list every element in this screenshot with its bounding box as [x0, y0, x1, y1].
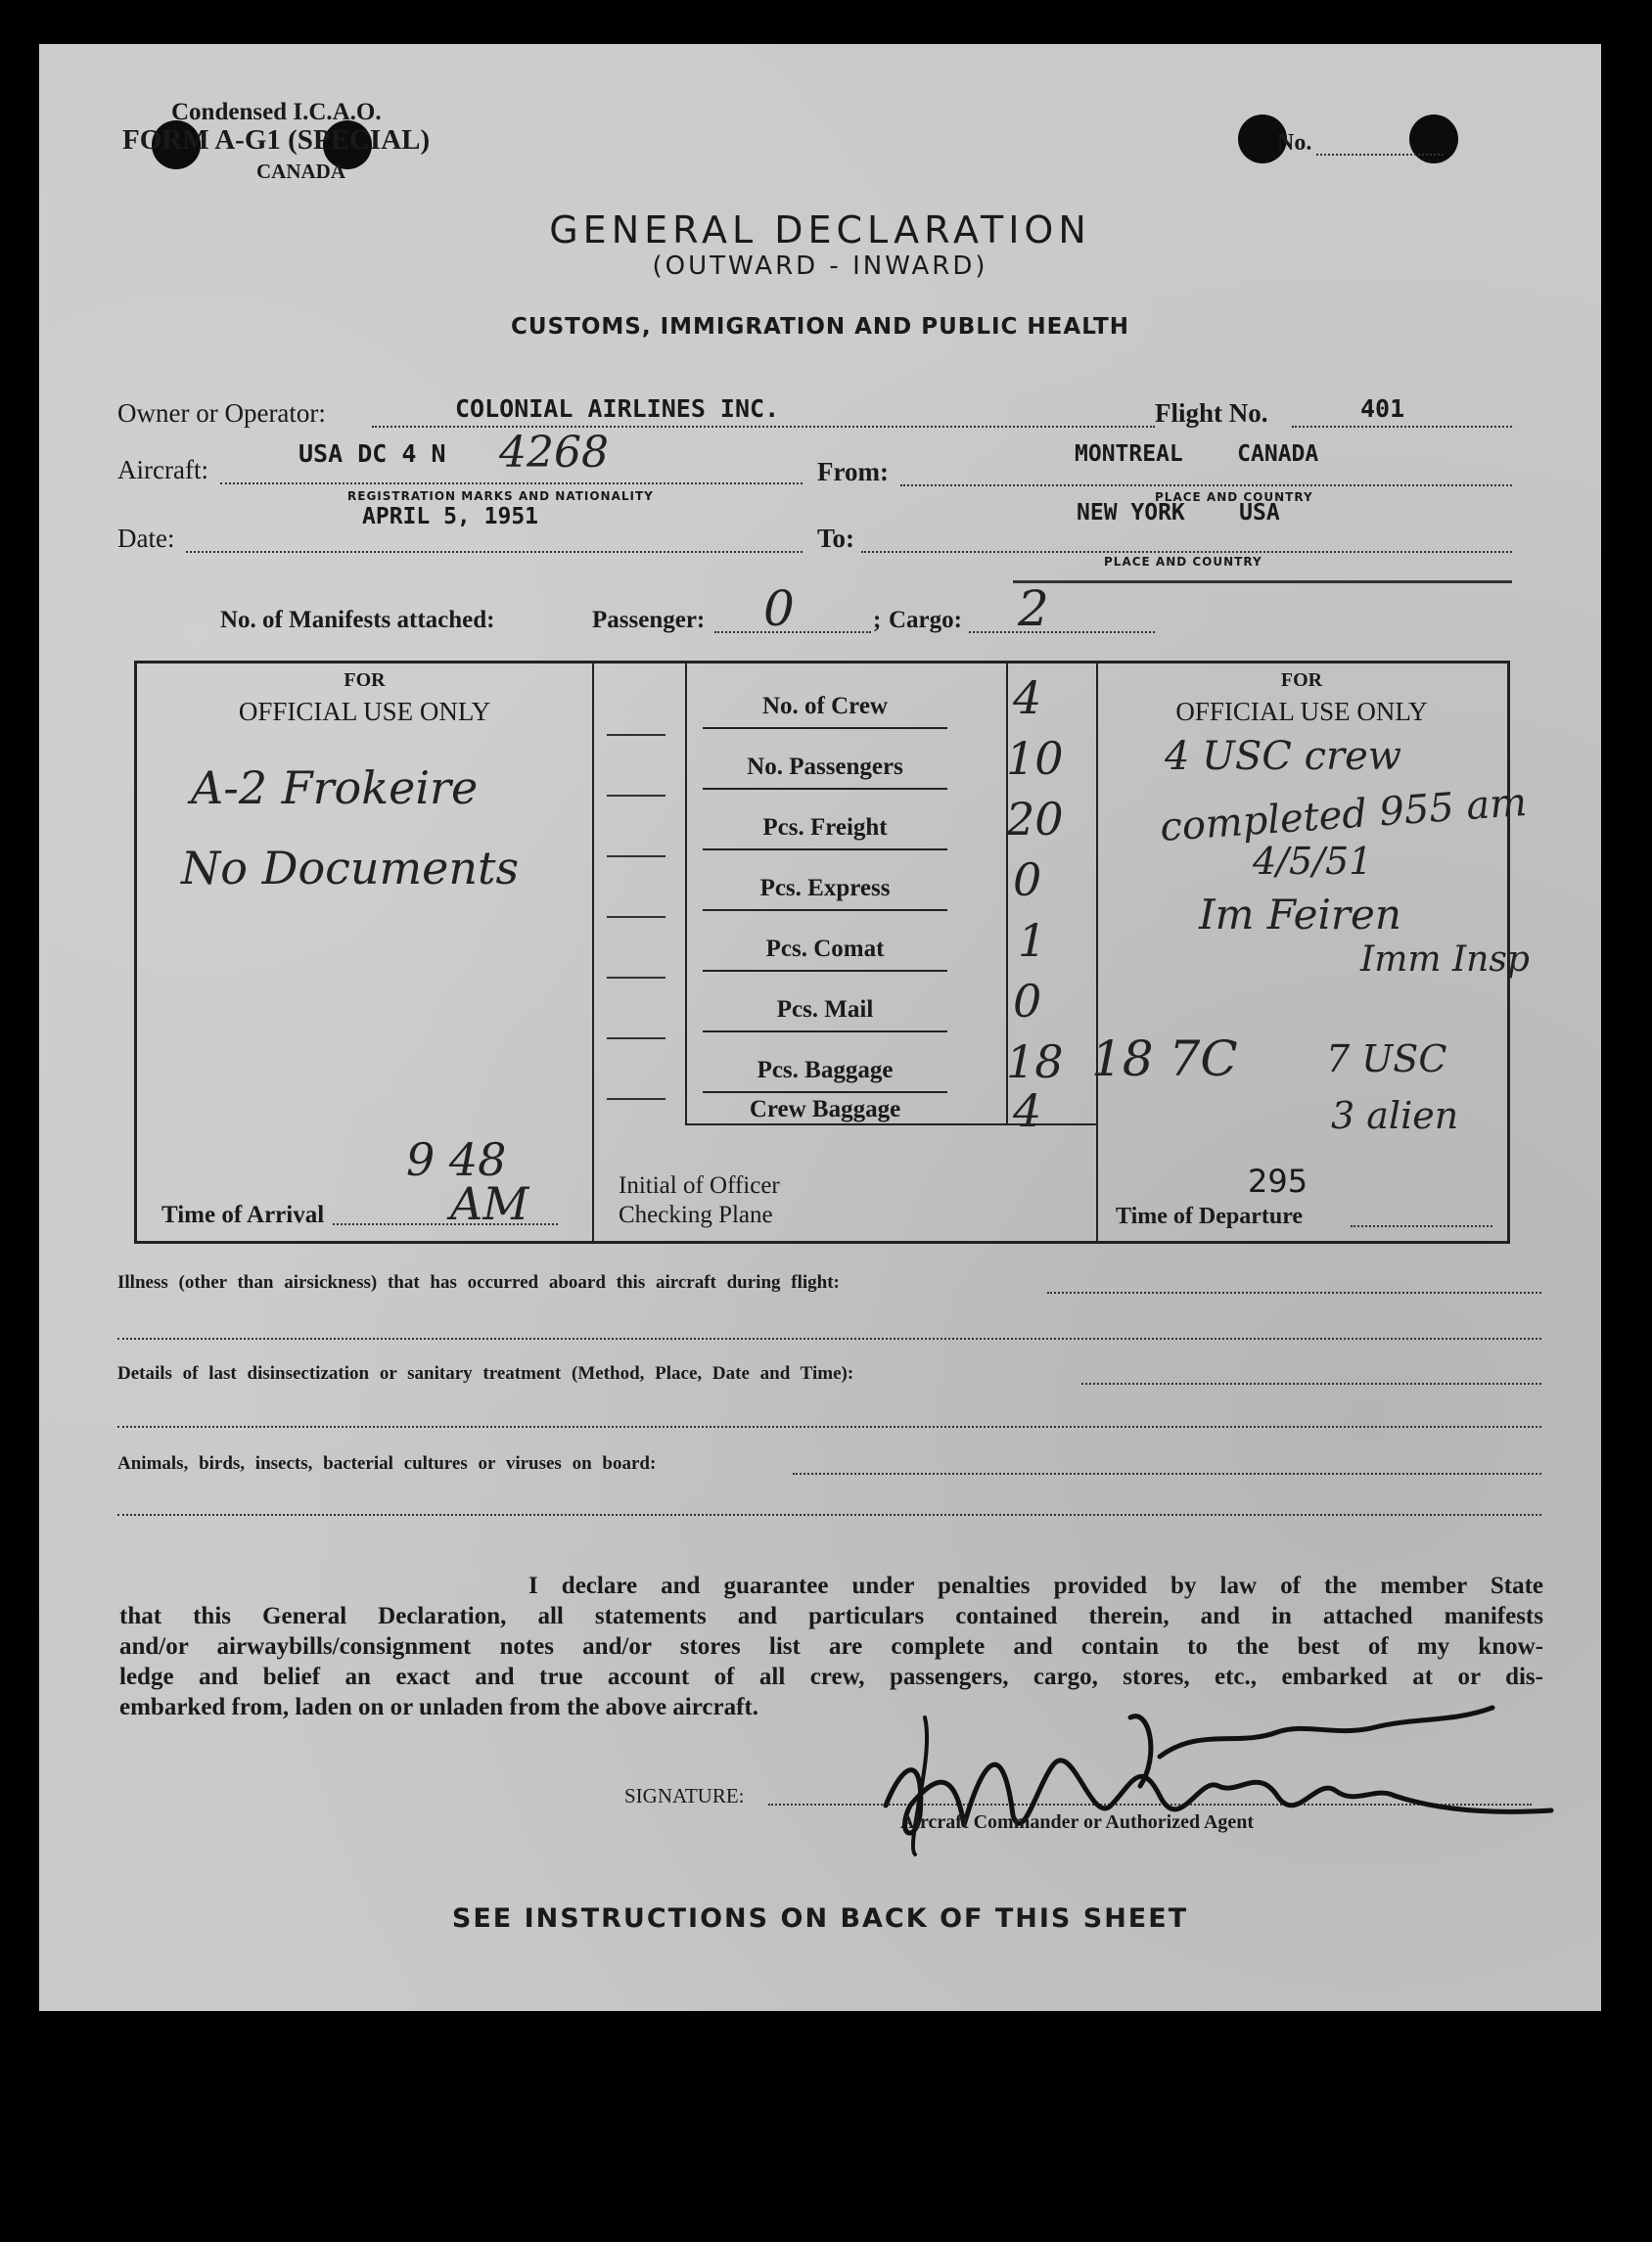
- row-label-baggage: Pcs. Baggage: [757, 1057, 894, 1083]
- dash-2: [607, 795, 665, 797]
- disinsect-line-1: [1081, 1383, 1541, 1385]
- declaration-line-5: embarked from, laden on or unladen from the above aircraft.: [119, 1694, 758, 1720]
- row-label-mail: Pcs. Mail: [776, 996, 874, 1023]
- row-label-express: Pcs. Express: [759, 875, 891, 901]
- right-official-label: OFFICIAL USE ONLY: [1175, 697, 1428, 726]
- right-note-3: 4/5/51: [1253, 840, 1373, 883]
- from-caption: PLACE AND COUNTRY: [1155, 490, 1313, 504]
- to-caption: PLACE AND COUNTRY: [1104, 555, 1262, 569]
- aircraft-line: [220, 482, 803, 484]
- to-value: NEW YORK USA: [1077, 500, 1280, 526]
- owner-line: [372, 426, 1155, 428]
- page-subject: CUSTOMS, IMMIGRATION AND PUBLIC HEALTH: [511, 314, 1129, 340]
- row-line-5: [703, 970, 947, 972]
- row-label-comat: Pcs. Comat: [765, 936, 885, 962]
- aircraft-label: Aircraft:: [117, 455, 208, 484]
- registration-caption: REGISTRATION MARKS AND NATIONALITY: [347, 489, 654, 503]
- time-arrival-label: Time of Arrival: [161, 1202, 325, 1228]
- page-title: GENERAL DECLARATION: [549, 208, 1091, 252]
- dash-6: [607, 1037, 665, 1039]
- punch-hole-right-b: [1409, 114, 1458, 163]
- date-line: [186, 551, 803, 553]
- aircraft-handwritten-number: 4268: [499, 428, 609, 478]
- row-label-crew: No. of Crew: [762, 693, 888, 719]
- right-note-7: 3 alien: [1331, 1094, 1459, 1137]
- animals-line-1: [793, 1473, 1541, 1475]
- right-note-1: 4 USC crew: [1165, 734, 1402, 779]
- left-official-label: OFFICIAL USE ONLY: [238, 697, 491, 726]
- animals-question: Animals, birds, insects, bacterial cultures or viruses on board:: [117, 1453, 657, 1474]
- handwritten-signature: [866, 1698, 1571, 1864]
- declaration-line-1: I declare and guarantee under penalties provided by law of the member State: [528, 1573, 1543, 1599]
- row-value-mail: 0: [1013, 975, 1042, 1028]
- row-label-freight: Pcs. Freight: [762, 814, 888, 841]
- row-value-crew: 4: [1013, 671, 1042, 724]
- flight-line: [1292, 426, 1512, 428]
- signature-label: SIGNATURE:: [624, 1784, 745, 1807]
- from-value: MONTREAL CANADA: [1075, 441, 1319, 467]
- owner-value: COLONIAL AIRLINES INC.: [455, 394, 780, 423]
- to-line: [861, 551, 1512, 553]
- owner-label: Owner or Operator:: [117, 398, 326, 428]
- date-label: Date:: [117, 524, 175, 553]
- departure-number: 295: [1248, 1163, 1308, 1200]
- time-arrival-value-1: 9 48: [406, 1133, 507, 1186]
- dash-3: [607, 855, 665, 857]
- header-divider: [1013, 580, 1512, 583]
- row-value-crew-baggage: 4: [1013, 1084, 1042, 1137]
- col-sep-2: [685, 663, 687, 1123]
- illness-line-1: [1047, 1292, 1541, 1294]
- col-sep-4: [1096, 663, 1098, 1241]
- from-label: From:: [817, 457, 889, 486]
- footer-instructions: SEE INSTRUCTIONS ON BACK OF THIS SHEET: [451, 1903, 1189, 1934]
- time-arrival-value-2: AM: [450, 1177, 529, 1230]
- col-sep-1: [592, 663, 594, 1241]
- manifests-label: No. of Manifests attached:: [220, 607, 495, 633]
- form-sheet: [39, 44, 1601, 2011]
- manifests-passenger-label: Passenger:: [592, 607, 706, 633]
- dash-4: [607, 916, 665, 918]
- form-header-line2: FORM A-G1 (SPECIAL): [122, 124, 431, 156]
- row-label-passengers: No. Passengers: [747, 754, 903, 780]
- time-departure-label: Time of Departure: [1116, 1204, 1304, 1229]
- row-value-express: 0: [1013, 853, 1042, 906]
- row-value-passengers: 10: [1006, 732, 1064, 785]
- row-line-4: [703, 909, 947, 911]
- row-value-baggage: 18: [1006, 1035, 1064, 1088]
- left-for-label: FOR: [344, 669, 386, 691]
- initial-officer-line1: Initial of Officer: [619, 1172, 780, 1199]
- aircraft-value: USA DC 4 N: [298, 439, 446, 468]
- left-note-1: A-2 Frokeire: [191, 761, 479, 814]
- from-line: [900, 484, 1512, 486]
- dash-7: [607, 1098, 665, 1100]
- dash-5: [607, 977, 665, 979]
- right-note-6: 7 USC: [1326, 1037, 1447, 1080]
- row-line-3: [703, 848, 947, 850]
- manifests-cargo-line: [969, 631, 1155, 633]
- manifests-passenger-value: 0: [763, 580, 795, 637]
- disinsect-question: Details of last disinsectization or sanitary treatment (Method, Place, Date and Time):: [117, 1363, 854, 1384]
- form-number-line: [1316, 154, 1444, 156]
- row-line-2: [703, 788, 947, 790]
- time-departure-line: [1351, 1225, 1492, 1227]
- left-note-2: No Documents: [181, 842, 520, 894]
- form-number-label: No.: [1277, 130, 1312, 156]
- baggage-extra-note: 18 7C: [1091, 1030, 1238, 1087]
- row-label-crew-baggage: Crew Baggage: [749, 1096, 901, 1122]
- manifests-cargo-value: 2: [1018, 580, 1049, 637]
- declaration-line-3: and/or airwaybills/consignment notes and/or stores list are complete and contain to the best of my know-: [119, 1633, 1543, 1660]
- signature-caption: Aircraft Commander or Authorized Agent: [900, 1811, 1255, 1833]
- counts-column: [693, 663, 1008, 1123]
- disinsect-line-2: [117, 1426, 1541, 1428]
- row-line-1: [703, 727, 947, 729]
- form-header-line3: CANADA: [256, 160, 345, 183]
- right-note-5: Imm Insp: [1360, 939, 1530, 980]
- form-header-line1: Condensed I.C.A.O.: [171, 99, 382, 125]
- manifests-separator: ;: [873, 607, 882, 633]
- right-note-2: completed 955 am: [1158, 779, 1529, 851]
- manifest-table: [134, 661, 1530, 1244]
- initial-officer-line2: Checking Plane: [619, 1202, 773, 1228]
- to-label: To:: [817, 524, 855, 553]
- dash-1: [607, 734, 665, 736]
- row-line-7: [703, 1091, 947, 1093]
- illness-question: Illness (other than airsickness) that has occurred aboard this aircraft during flight:: [117, 1272, 840, 1293]
- animals-line-2: [117, 1514, 1541, 1516]
- page-subtitle: (OUTWARD - INWARD): [652, 252, 988, 281]
- flight-value: 401: [1360, 394, 1405, 423]
- declaration-line-4: ledge and belief an exact and true account of all crew, passengers, cargo, stores, etc., embarked at or dis-: [119, 1664, 1543, 1690]
- right-for-label: FOR: [1280, 669, 1323, 691]
- row-value-freight: 20: [1006, 793, 1064, 846]
- row-value-comat: 1: [1018, 914, 1047, 967]
- right-note-4: Im Feiren: [1199, 891, 1401, 938]
- declaration-line-2: that this General Declaration, all statements and particulars contained therein, and in attached manifests: [119, 1603, 1543, 1629]
- illness-line-2: [117, 1338, 1541, 1340]
- date-value: APRIL 5, 1951: [362, 504, 539, 529]
- row-line-6: [703, 1030, 947, 1032]
- manifests-cargo-label: Cargo:: [889, 607, 962, 633]
- flight-label: Flight No.: [1155, 398, 1268, 428]
